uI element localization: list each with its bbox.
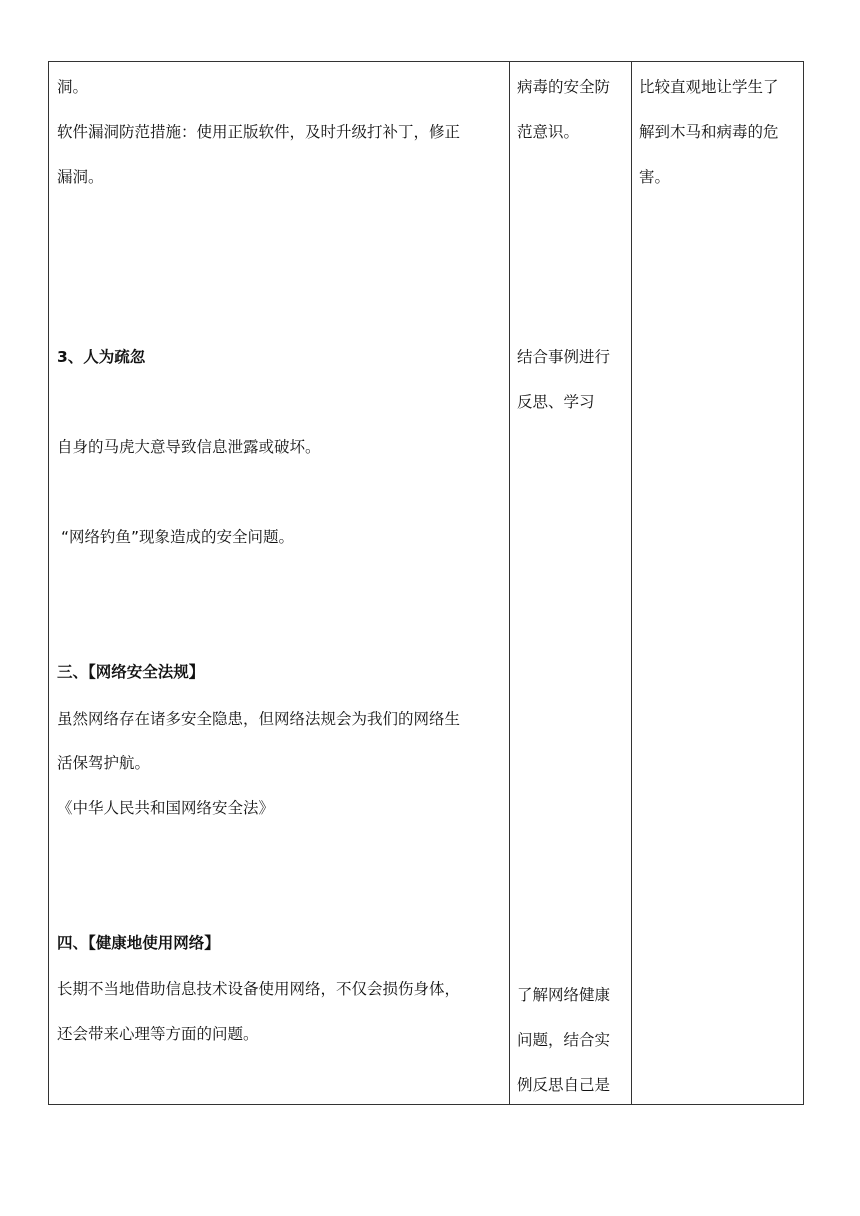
content-line: 还会带来心理等方面的问题。 bbox=[57, 1025, 259, 1043]
intent-column bbox=[632, 62, 805, 1104]
content-line: 漏洞。 bbox=[57, 168, 104, 186]
subsection-heading: 3、人为疏忽 bbox=[57, 348, 146, 366]
activity-line: 范意识。 bbox=[517, 123, 580, 141]
intent-line: 解到木马和病毒的危 bbox=[639, 123, 779, 141]
content-line: 活保驾护航。 bbox=[57, 754, 151, 772]
activity-line: 结合事例进行 bbox=[517, 348, 611, 366]
content-column bbox=[49, 62, 509, 1104]
section-heading: 四、【健康地使用网络】 bbox=[57, 934, 220, 952]
activity-line: 了解网络健康 bbox=[517, 986, 611, 1004]
intent-line: 害。 bbox=[639, 168, 671, 186]
activity-line: 例反思自己是 bbox=[517, 1076, 611, 1094]
content-line: 《中华人民共和国网络安全法》 bbox=[57, 799, 275, 817]
activity-line: 反思、学习 bbox=[517, 393, 595, 411]
content-line: 长期不当地借助信息技术设备使用网络，不仅会损伤身体， bbox=[57, 980, 461, 998]
activity-line: 病毒的安全防 bbox=[517, 78, 611, 96]
content-line: 自身的马虎大意导致信息泄露或破坏。 bbox=[57, 438, 321, 456]
content-line: 虽然网络存在诸多安全隐患，但网络法规会为我们的网络生 bbox=[57, 710, 461, 728]
activity-column bbox=[510, 62, 631, 1104]
lesson-plan-table bbox=[48, 61, 804, 1105]
content-line: 洞。 bbox=[57, 78, 89, 96]
activity-line: 问题，结合实 bbox=[517, 1031, 611, 1049]
intent-line: 比较直观地让学生了 bbox=[639, 78, 779, 96]
section-heading: 三、【网络安全法规】 bbox=[57, 663, 205, 681]
content-line: “网络钓鱼”现象造成的安全问题。 bbox=[61, 528, 295, 546]
content-line: 软件漏洞防范措施：使用正版软件，及时升级打补丁，修正 bbox=[57, 123, 461, 141]
